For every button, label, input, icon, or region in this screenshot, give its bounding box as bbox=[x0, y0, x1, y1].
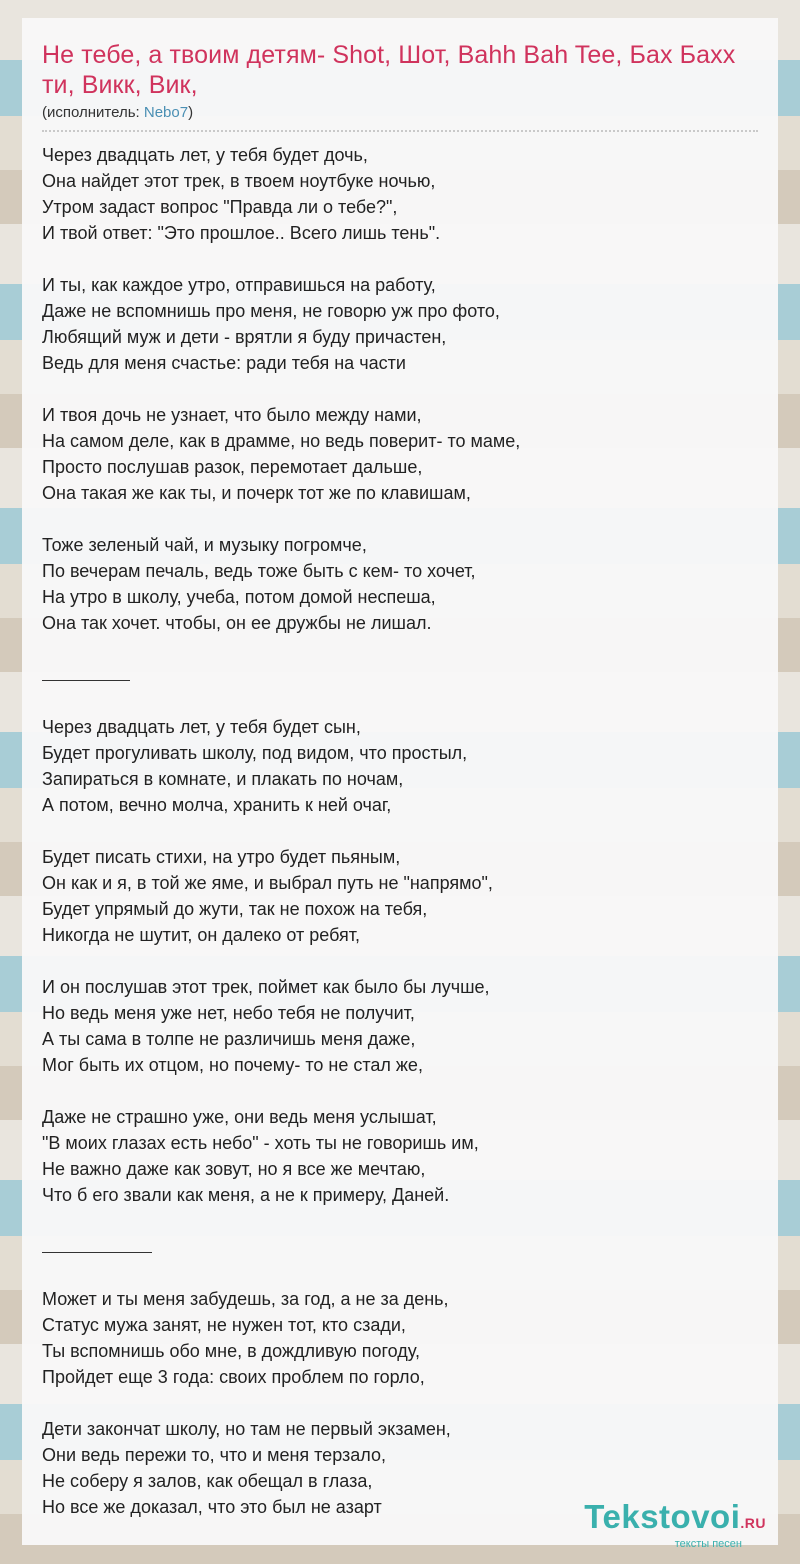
lyric-line: Даже не страшно уже, они ведь меня услышат, bbox=[42, 1107, 437, 1127]
lyrics-text bbox=[42, 142, 758, 1520]
lyric-line: Она найдет этот трек, в твоем ноутбуке ночью, bbox=[42, 171, 436, 191]
blank-line bbox=[42, 818, 758, 844]
lyric-line: "В моих глазах есть небо" - хоть ты не говоришь им, bbox=[42, 1133, 479, 1153]
lyric-line: Она так хочет. чтобы, он ее дружбы не лишал. bbox=[42, 613, 432, 633]
blank-line bbox=[42, 948, 758, 974]
lyric-line: Ведь для меня счастье: ради тебя на части bbox=[42, 353, 406, 373]
blank-line bbox=[42, 506, 758, 532]
site-logo[interactable] bbox=[584, 1500, 766, 1550]
artist-prefix: (исполнитель: bbox=[42, 104, 144, 121]
lyric-line: Будет прогуливать школу, под видом, что простыл, bbox=[42, 743, 468, 763]
lyric-line: И он послушав этот трек, поймет как было бы лучше, bbox=[42, 977, 490, 997]
lyric-line: И твой ответ: "Это прошлое.. Всего лишь тень". bbox=[42, 223, 441, 243]
blank-line bbox=[42, 1260, 758, 1286]
lyric-line: Даже не вспомнишь про меня, не говорю уж про фото, bbox=[42, 301, 500, 321]
song-title: Не тебе, а твоим детям- Shot, Шот, Bahh Bah Tee, Бах Бахх ти, Викк, Вик, bbox=[42, 41, 736, 99]
logo-tagline: тексты песен bbox=[674, 1538, 742, 1550]
lyric-line: Просто послушав разок, перемотает дальше, bbox=[42, 457, 423, 477]
lyric-line: Утром задаст вопрос "Правда ли о тебе?", bbox=[42, 197, 398, 217]
lyric-line: Ты вспомнишь обо мне, в дождливую погоду, bbox=[42, 1341, 420, 1361]
lyric-line: На самом деле, как в драмме, но ведь поверит- то маме, bbox=[42, 431, 521, 451]
lyric-line: Не соберу я залов, как обещал в глаза, bbox=[42, 1471, 373, 1491]
lyrics-card bbox=[22, 18, 778, 1545]
lyric-line: Дети закончат школу, но там не первый экзамен, bbox=[42, 1419, 451, 1439]
blank-line bbox=[42, 1078, 758, 1104]
artist-suffix: ) bbox=[188, 104, 194, 121]
section-separator bbox=[42, 662, 758, 688]
logo-tld: .RU bbox=[740, 1515, 766, 1531]
lyric-line: По вечерам печаль, ведь тоже быть с кем- то хочет, bbox=[42, 561, 476, 581]
lyric-line: Через двадцать лет, у тебя будет сын, bbox=[42, 717, 361, 737]
lyric-line: Запираться в комнате, и плакать по ночам, bbox=[42, 769, 404, 789]
lyric-line: И твоя дочь не узнает, что было между нами, bbox=[42, 405, 422, 425]
lyric-line: Будет упрямый до жути, так не похож на тебя, bbox=[42, 899, 428, 919]
blank-line bbox=[42, 636, 758, 662]
lyric-line: А ты сама в толпе не различишь меня даже, bbox=[42, 1029, 416, 1049]
lyric-line: Мог быть их отцом, но почему- то не стал же, bbox=[42, 1055, 423, 1075]
artist-link[interactable]: Nebo7 bbox=[143, 104, 189, 121]
lyric-line: Они ведь пережи то, что и меня терзало, bbox=[42, 1445, 386, 1465]
lyric-line: Любящий муж и дети - врятли я буду причастен, bbox=[42, 327, 447, 347]
lyric-line: Может и ты меня забудешь, за год, а не за день, bbox=[42, 1289, 449, 1309]
blank-line bbox=[42, 688, 758, 714]
lyric-line: А потом, вечно молча, хранить к ней очаг, bbox=[42, 795, 392, 815]
lyric-line: Через двадцать лет, у тебя будет дочь, bbox=[42, 145, 368, 165]
lyric-line: Никогда не шутит, он далеко от ребят, bbox=[42, 925, 361, 945]
lyric-line: Не важно даже как зовут, но я все же мечтаю, bbox=[42, 1159, 426, 1179]
lyric-line: Статус мужа занят, не нужен тот, кто сзади, bbox=[42, 1315, 406, 1335]
lyric-line: На утро в школу, учеба, потом домой неспеша, bbox=[42, 587, 436, 607]
lyric-line: И ты, как каждое утро, отправишься на работу, bbox=[42, 275, 436, 295]
title-divider bbox=[42, 130, 758, 132]
lyric-line: Тоже зеленый чай, и музыку погромче, bbox=[42, 535, 367, 555]
blank-line bbox=[42, 376, 758, 402]
logo-text: Tekstovoi bbox=[584, 1498, 741, 1535]
blank-line bbox=[42, 1208, 758, 1234]
lyric-line: Она такая же как ты, и почерк тот же по клавишам, bbox=[42, 483, 471, 503]
lyric-line: Он как и я, в той же яме, и выбрал путь не "напрямо", bbox=[42, 873, 493, 893]
lyric-line: Что б его звали как меня, а не к примеру, Даней. bbox=[42, 1185, 450, 1205]
blank-line bbox=[42, 1390, 758, 1416]
lyric-line: Будет писать стихи, на утро будет пьяным, bbox=[42, 847, 401, 867]
lyric-line: Но все же доказал, что это был не азарт bbox=[42, 1497, 382, 1517]
blank-line bbox=[42, 246, 758, 272]
lyric-line: Пройдет еще 3 года: своих проблем по горло, bbox=[42, 1367, 425, 1387]
lyric-line: Но ведь меня уже нет, небо тебя не получит, bbox=[42, 1003, 415, 1023]
section-separator bbox=[42, 1234, 758, 1260]
artist-line bbox=[42, 104, 758, 122]
